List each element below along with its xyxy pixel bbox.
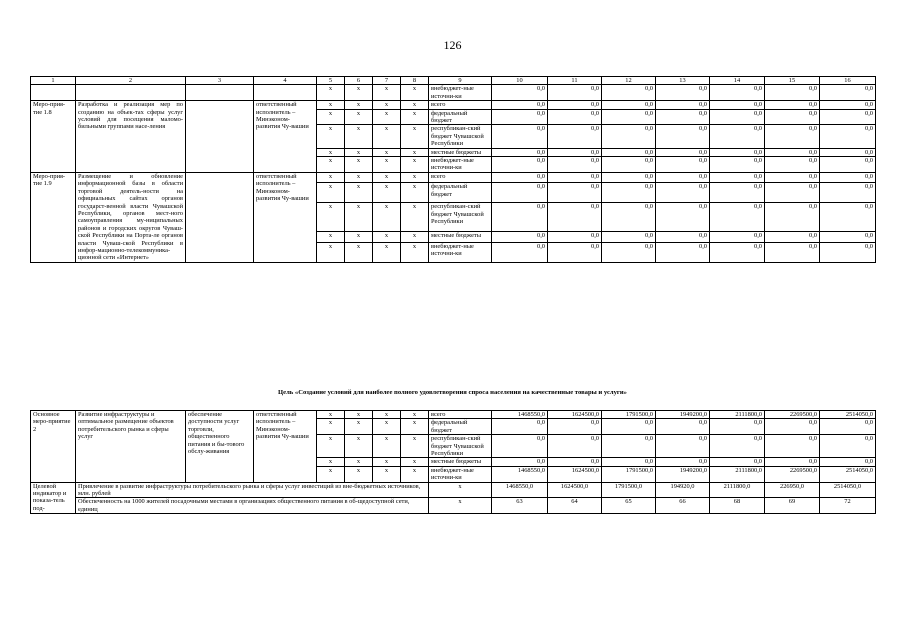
- header-cell: 10: [492, 77, 548, 85]
- mark-cell: x: [373, 172, 401, 183]
- value-cell: 0,0: [820, 157, 876, 173]
- mark-cell: x: [373, 435, 401, 458]
- value-cell: 0,0: [820, 148, 876, 156]
- mark-cell: x: [345, 203, 373, 232]
- value-cell: 0,0: [710, 203, 765, 232]
- mark-cell: x: [429, 498, 492, 514]
- mark-cell: x: [345, 125, 373, 148]
- value-cell: 0,0: [656, 101, 710, 109]
- header-cell: 5: [317, 77, 345, 85]
- value-cell: 0,0: [820, 125, 876, 148]
- value-cell: 0,0: [820, 85, 876, 101]
- table-row: [31, 411, 876, 419]
- value-cell: 1624500,0: [548, 482, 602, 498]
- value-cell: 0,0: [710, 172, 765, 183]
- budget-table-top: [30, 76, 876, 263]
- measure-goal: [186, 101, 254, 173]
- mark-cell: x: [345, 101, 373, 109]
- header-cell: 3: [186, 77, 254, 85]
- mark-cell: x: [401, 419, 429, 435]
- value-cell: 0,0: [656, 242, 710, 262]
- value-cell: 0,0: [492, 242, 548, 262]
- value-cell: 0,0: [548, 183, 602, 203]
- value-cell: 0,0: [710, 242, 765, 262]
- mark-cell: x: [401, 183, 429, 203]
- value-cell: 0,0: [548, 125, 602, 148]
- value-cell: 0,0: [602, 172, 656, 183]
- source-cell: всего: [429, 172, 492, 183]
- measure-responsible: ответственный исполнитель – Минэконом-развития Чу-вашии: [254, 101, 317, 173]
- header-cell: 6: [345, 77, 373, 85]
- value-cell: 0,0: [602, 125, 656, 148]
- value-cell: 0,0: [602, 85, 656, 101]
- value-cell: 0,0: [492, 157, 548, 173]
- value-cell: 2111800,0: [710, 466, 765, 482]
- value-cell: 0,0: [602, 242, 656, 262]
- value-cell: 2269500,0: [765, 466, 820, 482]
- value-cell: 0,0: [548, 242, 602, 262]
- value-cell: 0,0: [656, 157, 710, 173]
- value-cell: 0,0: [710, 419, 765, 435]
- value-cell: 226950,0: [765, 482, 820, 498]
- measure-description: Развитие инфраструктуры и оптимальное размещение объектов потребительского рынка и сферы услуг: [76, 411, 186, 483]
- indicator-row: [31, 498, 876, 514]
- value-cell: 0,0: [602, 148, 656, 156]
- page-number: 126: [443, 38, 462, 52]
- value-cell: 0,0: [765, 109, 820, 125]
- value-cell: 0,0: [548, 109, 602, 125]
- mark-cell: x: [373, 109, 401, 125]
- header-cell: 14: [710, 77, 765, 85]
- value-cell: 72: [820, 498, 876, 514]
- mark-cell: x: [401, 242, 429, 262]
- value-cell: 0,0: [710, 435, 765, 458]
- mark-cell: x: [401, 458, 429, 466]
- header-cell: 4: [254, 77, 317, 85]
- source-cell: внебюджет-ные источни-ки: [429, 85, 492, 101]
- value-cell: 0,0: [820, 203, 876, 232]
- value-cell: 194920,0: [656, 482, 710, 498]
- mark-cell: x: [401, 157, 429, 173]
- empty-cell: [186, 85, 254, 101]
- mark-cell: x: [317, 232, 345, 243]
- mark-cell: x: [345, 458, 373, 466]
- mark-cell: x: [373, 85, 401, 101]
- source-cell: республикан-ский бюджет Чувашской Республики: [429, 435, 492, 458]
- value-cell: 0,0: [765, 101, 820, 109]
- value-cell: 0,0: [492, 203, 548, 232]
- value-cell: 0,0: [710, 148, 765, 156]
- mark-cell: x: [373, 203, 401, 232]
- mark-cell: x: [373, 458, 401, 466]
- mark-cell: x: [345, 411, 373, 419]
- value-cell: 0,0: [492, 172, 548, 183]
- mark-cell: x: [345, 157, 373, 173]
- source-cell: местные бюджеты: [429, 458, 492, 466]
- value-cell: 0,0: [656, 148, 710, 156]
- value-cell: 1949200,0: [656, 411, 710, 419]
- value-cell: 0,0: [710, 85, 765, 101]
- value-cell: 0,0: [820, 419, 876, 435]
- table-row: [31, 85, 876, 101]
- empty-cell: [254, 85, 317, 101]
- header-cell: 8: [401, 77, 429, 85]
- mark-cell: x: [373, 125, 401, 148]
- mark-cell: x: [317, 435, 345, 458]
- value-cell: 0,0: [602, 183, 656, 203]
- mark-cell: x: [345, 109, 373, 125]
- value-cell: 0,0: [602, 419, 656, 435]
- value-cell: 1791500,0: [602, 482, 656, 498]
- value-cell: 2111800,0: [710, 411, 765, 419]
- value-cell: 0,0: [548, 172, 602, 183]
- mark-cell: x: [345, 183, 373, 203]
- value-cell: 0,0: [820, 183, 876, 203]
- source-cell: республикан-ский бюджет Чувашской Республики: [429, 125, 492, 148]
- value-cell: 1624500,0: [548, 466, 602, 482]
- mark-cell: x: [345, 242, 373, 262]
- mark-cell: x: [317, 85, 345, 101]
- value-cell: 0,0: [548, 85, 602, 101]
- value-cell: 1791500,0: [602, 466, 656, 482]
- value-cell: 0,0: [548, 232, 602, 243]
- value-cell: 0,0: [820, 435, 876, 458]
- mark-cell: x: [373, 419, 401, 435]
- value-cell: 1468550,0: [492, 466, 548, 482]
- source-cell: федеральный бюджет: [429, 109, 492, 125]
- value-cell: 0,0: [820, 458, 876, 466]
- value-cell: 0,0: [492, 183, 548, 203]
- mark-cell: x: [429, 482, 492, 498]
- source-cell: внебюджет-ные источни-ки: [429, 466, 492, 482]
- value-cell: 0,0: [602, 435, 656, 458]
- source-cell: внебюджет-ные источни-ки: [429, 157, 492, 173]
- mark-cell: x: [317, 109, 345, 125]
- mark-cell: x: [401, 109, 429, 125]
- value-cell: 0,0: [765, 419, 820, 435]
- table-row: [31, 101, 876, 109]
- value-cell: 0,0: [765, 85, 820, 101]
- mark-cell: x: [373, 242, 401, 262]
- mark-cell: x: [373, 157, 401, 173]
- header-cell: 11: [548, 77, 602, 85]
- source-cell: федеральный бюджет: [429, 419, 492, 435]
- source-cell: республикан-ский бюджет Чувашской Республики: [429, 203, 492, 232]
- mark-cell: x: [373, 148, 401, 156]
- value-cell: 0,0: [602, 109, 656, 125]
- mark-cell: x: [345, 232, 373, 243]
- mark-cell: x: [317, 411, 345, 419]
- value-cell: 65: [602, 498, 656, 514]
- value-cell: 63: [492, 498, 548, 514]
- mark-cell: x: [373, 466, 401, 482]
- value-cell: 0,0: [602, 203, 656, 232]
- value-cell: 1624500,0: [548, 411, 602, 419]
- mark-cell: x: [345, 85, 373, 101]
- mark-cell: x: [401, 203, 429, 232]
- value-cell: 0,0: [656, 435, 710, 458]
- value-cell: 0,0: [820, 242, 876, 262]
- value-cell: 0,0: [492, 419, 548, 435]
- value-cell: 0,0: [548, 419, 602, 435]
- value-cell: 2269500,0: [765, 411, 820, 419]
- measure-description: Разработка и реализация мер по созданию на объек-тах сферы услуг условий для посещения маломо-бильными группами насе-ления: [76, 101, 186, 173]
- indicator-row: [31, 482, 876, 498]
- mark-cell: x: [345, 435, 373, 458]
- mark-cell: x: [345, 148, 373, 156]
- mark-cell: x: [345, 419, 373, 435]
- measure-goal: обеспечение доступности услуг торговли, общественного питания и бы-тового обслу-живания: [186, 411, 254, 483]
- value-cell: 0,0: [710, 125, 765, 148]
- mark-cell: x: [401, 172, 429, 183]
- header-cell: 2: [76, 77, 186, 85]
- header-cell: 16: [820, 77, 876, 85]
- value-cell: 0,0: [492, 85, 548, 101]
- value-cell: 0,0: [820, 232, 876, 243]
- mark-cell: x: [373, 183, 401, 203]
- header-cell: 7: [373, 77, 401, 85]
- mark-cell: x: [317, 242, 345, 262]
- value-cell: 0,0: [602, 458, 656, 466]
- measure-name: Основное меро-приятие 2: [31, 411, 76, 483]
- mark-cell: x: [317, 148, 345, 156]
- header-cell: 1: [31, 77, 76, 85]
- value-cell: 1791500,0: [602, 411, 656, 419]
- value-cell: 2514050,0: [820, 466, 876, 482]
- value-cell: 0,0: [548, 203, 602, 232]
- mark-cell: x: [317, 466, 345, 482]
- mark-cell: x: [401, 232, 429, 243]
- value-cell: 0,0: [710, 101, 765, 109]
- source-cell: всего: [429, 411, 492, 419]
- value-cell: 0,0: [820, 101, 876, 109]
- goal-heading: Цель «Создание условий для наиболее полного удовлетворения спроса населения на качественные товары и услуги»: [278, 389, 627, 396]
- value-cell: 0,0: [602, 232, 656, 243]
- value-cell: 1468550,0: [492, 411, 548, 419]
- measure-name: Меро-прия-тие 1.9: [31, 172, 76, 262]
- value-cell: 0,0: [656, 458, 710, 466]
- value-cell: 1949200,0: [656, 466, 710, 482]
- value-cell: 0,0: [765, 458, 820, 466]
- value-cell: 0,0: [492, 101, 548, 109]
- mark-cell: x: [401, 125, 429, 148]
- mark-cell: x: [345, 466, 373, 482]
- value-cell: 0,0: [656, 85, 710, 101]
- mark-cell: x: [401, 435, 429, 458]
- mark-cell: x: [373, 232, 401, 243]
- value-cell: 0,0: [492, 232, 548, 243]
- value-cell: 0,0: [765, 157, 820, 173]
- value-cell: 0,0: [820, 109, 876, 125]
- value-cell: 0,0: [765, 125, 820, 148]
- mark-cell: x: [345, 172, 373, 183]
- value-cell: 0,0: [710, 458, 765, 466]
- mark-cell: x: [317, 458, 345, 466]
- empty-cell: [76, 85, 186, 101]
- value-cell: 0,0: [548, 157, 602, 173]
- value-cell: 0,0: [492, 125, 548, 148]
- value-cell: 0,0: [492, 435, 548, 458]
- table-row: [31, 172, 876, 183]
- value-cell: 64: [548, 498, 602, 514]
- value-cell: 0,0: [602, 101, 656, 109]
- value-cell: 0,0: [548, 101, 602, 109]
- value-cell: 0,0: [492, 109, 548, 125]
- value-cell: 2514050,0: [820, 482, 876, 498]
- value-cell: 0,0: [710, 183, 765, 203]
- mark-cell: x: [317, 419, 345, 435]
- value-cell: 0,0: [765, 435, 820, 458]
- mark-cell: x: [401, 466, 429, 482]
- value-cell: 66: [656, 498, 710, 514]
- source-cell: федеральный бюджет: [429, 183, 492, 203]
- header-cell: 13: [656, 77, 710, 85]
- value-cell: 0,0: [656, 183, 710, 203]
- mark-cell: x: [401, 411, 429, 419]
- mark-cell: x: [317, 125, 345, 148]
- value-cell: 0,0: [710, 157, 765, 173]
- indicator-text: Обеспеченность на 1000 жителей посадочными местами в организациях общественного питания в об-щедоступной сети, единиц: [76, 498, 429, 514]
- value-cell: 0,0: [820, 172, 876, 183]
- header-cell: 9: [429, 77, 492, 85]
- header-cell: 15: [765, 77, 820, 85]
- value-cell: 0,0: [548, 435, 602, 458]
- measure-description: Размещение и обновление информационной базы в области торговой деятель-ности на официальных сайтах органов государст-венной власти Чувашской Республики, органов мест-ного самоуправления му-ниципальных районов и городских округов Чуваш-ской Республики на Порта-ле органов власти Чуваш-ской Республики в инфор-мационно-телекоммуника-ционной сети «Интернет»: [76, 172, 186, 262]
- measure-goal: [186, 172, 254, 262]
- mark-cell: x: [401, 85, 429, 101]
- value-cell: 0,0: [656, 109, 710, 125]
- value-cell: 0,0: [656, 232, 710, 243]
- mark-cell: x: [317, 203, 345, 232]
- value-cell: 0,0: [765, 203, 820, 232]
- value-cell: 0,0: [602, 157, 656, 173]
- value-cell: 0,0: [765, 148, 820, 156]
- value-cell: 0,0: [765, 242, 820, 262]
- value-cell: 0,0: [492, 148, 548, 156]
- indicator-label: Целевой индикатор и показа-тель под-: [31, 482, 76, 514]
- value-cell: 0,0: [765, 232, 820, 243]
- mark-cell: x: [401, 101, 429, 109]
- value-cell: 1468550,0: [492, 482, 548, 498]
- mark-cell: x: [317, 157, 345, 173]
- mark-cell: x: [373, 101, 401, 109]
- measure-responsible: ответственный исполнитель – Минэконом-развития Чу-вашии: [254, 172, 317, 262]
- value-cell: 0,0: [656, 203, 710, 232]
- mark-cell: x: [317, 172, 345, 183]
- mark-cell: x: [317, 183, 345, 203]
- value-cell: 0,0: [765, 172, 820, 183]
- header-row: [31, 77, 876, 85]
- value-cell: 0,0: [656, 125, 710, 148]
- value-cell: 2111800,0: [710, 482, 765, 498]
- value-cell: 0,0: [656, 419, 710, 435]
- mark-cell: x: [401, 148, 429, 156]
- value-cell: 0,0: [710, 232, 765, 243]
- value-cell: 0,0: [548, 148, 602, 156]
- empty-cell: [31, 85, 76, 101]
- source-cell: местные бюджеты: [429, 148, 492, 156]
- value-cell: 0,0: [765, 183, 820, 203]
- value-cell: 0,0: [710, 109, 765, 125]
- measure-name: Меро-прия-тие 1.8: [31, 101, 76, 173]
- value-cell: 68: [710, 498, 765, 514]
- mark-cell: x: [373, 411, 401, 419]
- header-cell: 12: [602, 77, 656, 85]
- mark-cell: x: [317, 101, 345, 109]
- source-cell: внебюджет-ные источни-ки: [429, 242, 492, 262]
- value-cell: 0,0: [548, 458, 602, 466]
- source-cell: всего: [429, 101, 492, 109]
- value-cell: 0,0: [656, 172, 710, 183]
- indicator-text: Привлечение в развитие инфраструктуры потребительского рынка и сферы услуг инвестиций из вне-бюджетных источников, млн. рублей: [76, 482, 429, 498]
- value-cell: 0,0: [492, 458, 548, 466]
- source-cell: местные бюджеты: [429, 232, 492, 243]
- value-cell: 2514050,0: [820, 411, 876, 419]
- value-cell: 69: [765, 498, 820, 514]
- measure-responsible: ответственный исполнитель – Минэконом-развития Чу-вашии: [254, 411, 317, 483]
- budget-table-bottom: [30, 410, 876, 514]
